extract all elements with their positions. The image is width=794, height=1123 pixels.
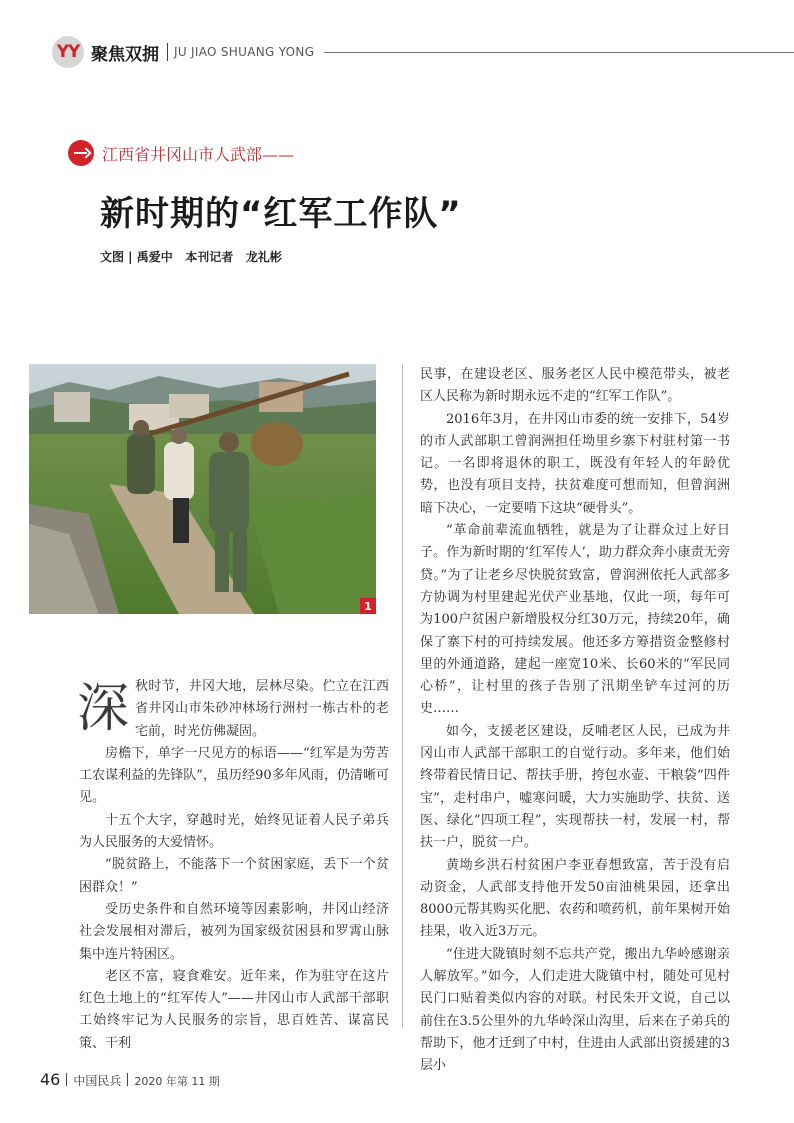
rural-path-photo	[29, 364, 376, 614]
page-number: 46	[40, 1070, 61, 1089]
left-text-column	[79, 676, 389, 1055]
column-divider	[402, 364, 403, 1028]
paragraph	[79, 676, 389, 743]
paragraph: 民事，在建设老区、服务老区人民中模范带头，被老区人民称为新时期永远不走的“红军工作队”。	[420, 367, 730, 405]
right-text-column	[420, 364, 730, 1078]
article-title: 新时期的“红军工作队”	[100, 194, 462, 234]
paragraph: 老区不富，寝食难安。近年来，作为驻守在这片红色土地上的“红军传人”——井冈山市人武部干部职工始终牢记为人民服务的宗旨，思百姓苦、谋富民策、干利	[79, 968, 389, 1051]
paragraph: 受历史条件和自然环境等因素影响，井冈山经济社会发展相对滞后，被列为国家级贫困县和罗霄山脉集中连片特困区。	[79, 901, 389, 962]
paragraph: “革命前辈流血牺牲，就是为了让群众过上好日子。作为新时期的‘红军传人’，助力群众奔小康责无旁贷。”为了让老乡尽快脱贫致富，曾润洲依托人武部多方协调为村里建起光伏产业基地，仅此一项，每年可为100户贫困户新增股权分红30万元，持续20年，确保了寨下村的可持续发展。他还多方筹措资金整修村里的外通道路，建起一座宽10米、长60米的“军民同心桥”，让村里的孩子告别了汛期坐铲车过河的历史……	[420, 523, 730, 717]
dropcap: 深	[77, 679, 130, 739]
header-separator	[167, 43, 168, 61]
section-title-pinyin: JU JIAO SHUANG YONG	[174, 45, 315, 59]
magazine-name: 中国民兵	[73, 1074, 122, 1088]
kicker-text: 江西省井冈山市人武部——	[102, 144, 295, 164]
issue-label: 2020 年第 11 期	[134, 1075, 220, 1088]
yy-logo-badge: YY	[52, 36, 84, 68]
article-byline: 文图 | 禹爱中 本刊记者 龙礼彬	[100, 250, 282, 264]
paragraph: “脱贫路上，不能落下一个贫困家庭，丢下一个贫困群众！”	[79, 857, 389, 895]
paragraph: 十五个大字，穿越时光，始终见证着人民子弟兵为人民服务的大爱情怀。	[79, 812, 389, 851]
paragraph: 房檐下，单字一尺见方的标语——“红军是为劳苦工农谋利益的先锋队”，虽历经90多年风雨，仍清晰可见。	[79, 745, 389, 806]
footer-separator	[66, 1073, 67, 1086]
article-photo	[29, 364, 376, 614]
section-title: 聚焦双拥	[91, 44, 159, 65]
paragraph-text: 秋时节，井冈大地，层林尽染。伫立在江西省井冈山市朱砂冲林场行洲村一栋古朴的老宅前，时光仿佛凝固。	[135, 679, 389, 739]
page-footer	[40, 1070, 220, 1089]
article-kicker	[68, 140, 294, 166]
section-header	[52, 36, 794, 68]
header-rule	[324, 52, 794, 53]
photo-number-label: 1	[360, 598, 376, 614]
paragraph: 黄坳乡洪石村贫困户李亚春想致富，苦于没有启动资金，人武部支持他开发50亩油桃果园，还拿出8000元帮其购买化肥、农药和喷药机，前年果树开始挂果，收入近3万元。	[420, 857, 730, 940]
paragraph: 如今，支援老区建设，反哺老区人民，已成为井冈山市人武部干部职工的自觉行动。多年来，他们始终带着民情日记、帮扶手册，挎包水壶、干粮袋“四件宝”，走村串户，嘘寒问暖，大力实施助学、扶贫、送医、绿化“四项工程”，实现帮扶一村，发展一村，帮扶一户，脱贫一户。	[420, 723, 730, 851]
paragraph: 2016年3月，在井冈山市委的统一安排下，54岁的市人武部职工曾润洲担任坳里乡寨下村驻村第一书记。一名即将退休的职工，既没有年轻人的年龄优势，也没有项目支持，扶贫难度可想而知，但曾润洲暗下决心，一定要啃下这块“硬骨头”。	[420, 411, 730, 516]
arrow-right-icon	[68, 140, 94, 166]
paragraph: “住进大陇镇时刻不忘共产党，搬出九华岭感谢亲人解放军。”如今，人们走进大陇镇中村，随处可见村民门口贴着类似内容的对联。村民朱开文说，自己以前住在3.5公里外的九华岭深山沟里，后来在子弟兵的帮助下，他才迁到了中村，住进由人武部出资援建的3层小	[420, 946, 730, 1074]
footer-separator	[127, 1073, 128, 1086]
